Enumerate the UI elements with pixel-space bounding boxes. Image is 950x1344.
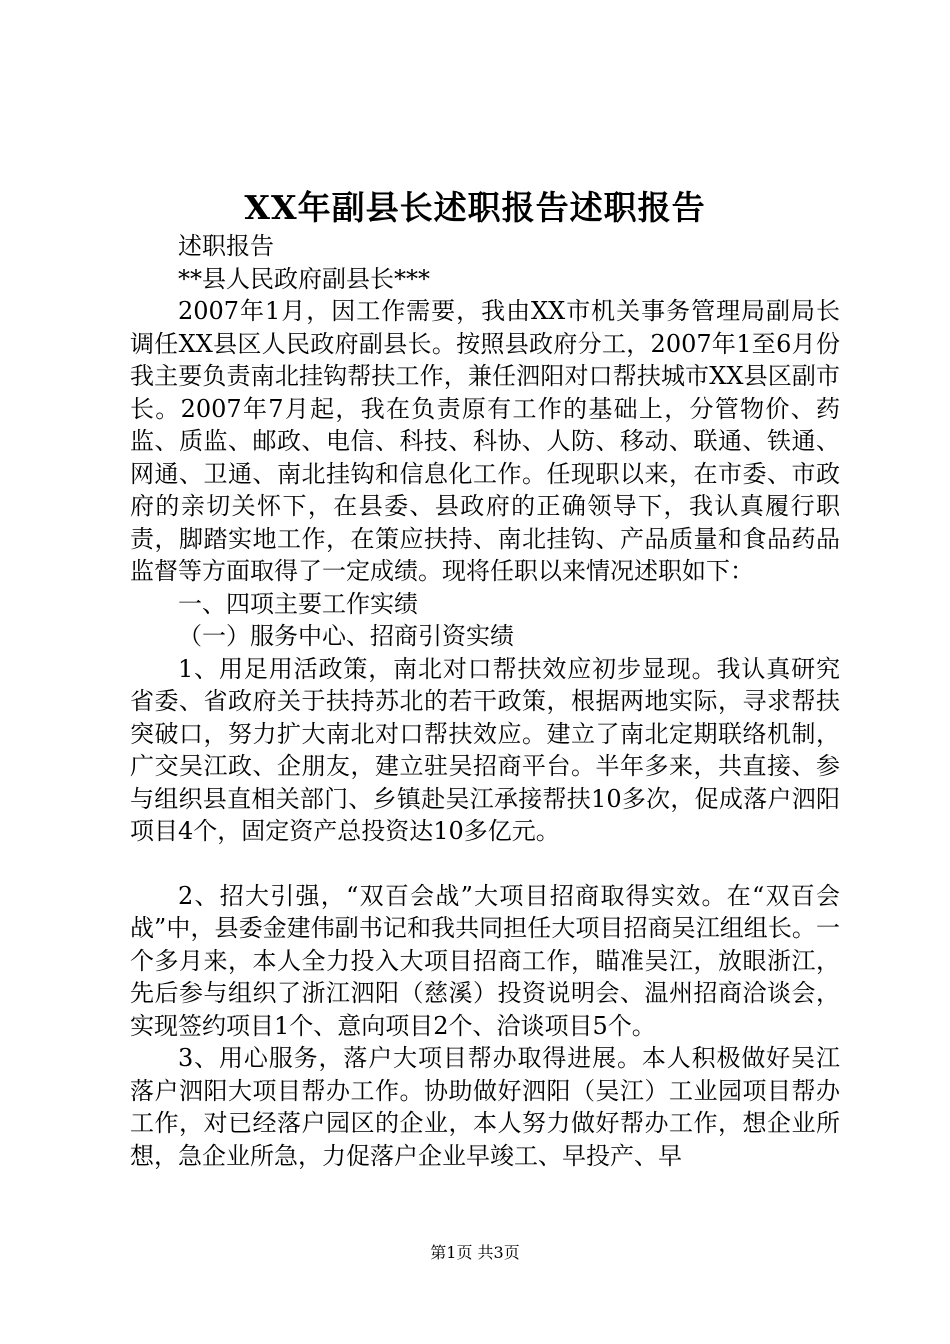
paragraph-item-2: 2、招大引强，“双百会战”大项目招商取得实效。在“双百会战”中，县委金建伟副书记和我共同担任大项目招商吴江组组长。一个多月来，本人全力投入大项目招商工作，瞄准吴江，放眼浙江，先后参与组织了浙江泗阳（慈溪）投资说明会、温州招商洽谈会，实现签约项目1个、意向项目2个、洽谈项目5个。 (130, 881, 840, 1040)
paragraph-intro: 2007年1月，因工作需要，我由XX市机关事务管理局副局长调任XX县区人民政府副县长。按照县政府分工，2007年1至6月份我主要负责南北挂钩帮扶工作，兼任泗阳对口帮扶城市XX县区副市长。2007年7月起，我在负责原有工作的基础上，分管物价、药监、质监、邮政、电信、科技、科协、人防、移动、联通、铁通、网通、卫通、南北挂钩和信息化工作。任现职以来，在市委、市政府的亲切关怀下，在县委、县政府的正确领导下，我认真履行职责，脚踏实地工作，在策应扶持、南北挂钩、产品质量和食品药品监督等方面取得了一定成绩。现将任职以来情况述职如下： (130, 297, 840, 585)
document-title: XX年副县长述职报告述职报告 (244, 188, 706, 227)
page-number: 第1页 共3页 (430, 1243, 520, 1262)
subsection-heading: （一）服务中心、招商引资实绩 (178, 622, 514, 650)
section-heading: 一、四项主要工作实绩 (178, 589, 418, 618)
paragraph-item-1: 1、用足用活政策，南北对口帮扶效应初步显现。我认真研究省委、省政府关于扶持苏北的若干政策，根据两地实际，寻求帮扶突破口，努力扩大南北对口帮扶效应。建立了南北定期联络机制，广交吴江政、企朋友，建立驻吴招商平台。半年多来，共直接、参与组织县直相关部门、乡镇赴吴江承接帮扶10多次，促成落户泗阳项目4个，固定资产总投资达10多亿元。 (130, 654, 840, 845)
paragraph-heading: 述职报告 (178, 232, 274, 260)
paragraph-author: **县人民政府副县长*** (178, 264, 430, 293)
document-body (130, 230, 840, 1172)
paragraph-item-3: 3、用心服务，落户大项目帮办取得进展。本人积极做好吴江落户泗阳大项目帮办工作。协助做好泗阳（吴江）工业园项目帮办工作，对已经落户园区的企业，本人努力做好帮办工作，想企业所想，急企业所急，力促落户企业早竣工、早投产、早 (130, 1044, 840, 1170)
